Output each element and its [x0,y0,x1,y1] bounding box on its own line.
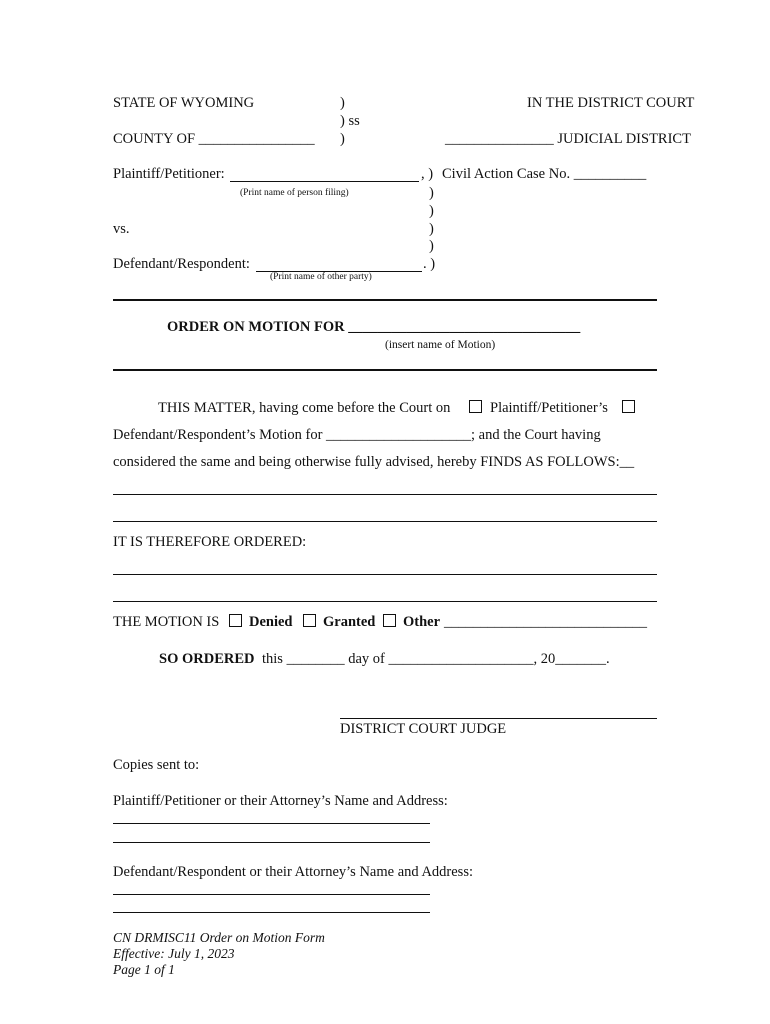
order-line[interactable] [113,601,657,602]
caption-paren: ) [429,221,434,237]
caption-paren: ) [429,203,434,219]
divider [113,299,657,301]
defendant-address-line[interactable] [113,912,430,913]
judge-label: DISTRICT COURT JUDGE [340,721,507,737]
caption-paren: ) [429,185,434,201]
plaintiff-label: Plaintiff/Petitioner: [113,166,225,182]
date-fields[interactable]: this ________ day of ____________________, 20_______. [262,651,610,667]
caption-paren: , ) [421,166,434,182]
body-line-1: THIS MATTER, having come before the Court on [158,400,451,416]
insert-motion-hint: (insert name of Motion) [385,339,496,351]
granted-checkbox[interactable] [303,614,316,627]
judicial-district-field[interactable]: _______________ JUDICIAL DISTRICT [445,131,691,147]
state-label: STATE OF WYOMING [113,95,255,111]
plaintiff-checkbox-label: Plaintiff/Petitioner’s [490,400,608,416]
court-label: IN THE DISTRICT COURT [527,95,695,111]
plaintiff-address-line[interactable] [113,823,430,824]
motion-is-label: THE MOTION IS [113,614,220,630]
other-checkbox[interactable] [383,614,396,627]
copies-label: Copies sent to: [113,757,200,773]
other-field[interactable]: ____________________________ [444,614,647,630]
caption-paren: . ) [423,256,436,272]
print-name-other-hint: (Print name of other party) [270,272,372,282]
print-name-filing-hint: (Print name of person filing) [240,188,349,198]
county-field[interactable]: COUNTY OF ________________ [113,131,315,147]
findings-intro[interactable]: considered the same and being otherwise fully advised, hereby FINDS AS FOLLOWS:__ [113,454,635,470]
plaintiff-name-line[interactable] [230,181,419,182]
caption-paren: ) [340,131,345,147]
so-ordered-label: SO ORDERED [159,651,255,667]
other-label: Other [403,614,441,630]
plaintiff-checkbox[interactable] [469,400,482,413]
order-title[interactable]: ORDER ON MOTION FOR ________________________________ [167,319,581,335]
judge-signature-line[interactable] [340,718,657,719]
divider [113,369,657,371]
defendant-address-line[interactable] [113,894,430,895]
caption-paren: ) [429,238,434,254]
denied-label: Denied [249,614,293,630]
caption-paren: ) [340,95,345,111]
defendant-label: Defendant/Respondent: [113,256,250,272]
vs-label: vs. [113,221,130,237]
findings-line[interactable] [113,521,657,522]
plaintiff-address-line[interactable] [113,842,430,843]
plaintiff-address-label: Plaintiff/Petitioner or their Attorney’s Name and Address: [113,793,448,809]
granted-label: Granted [323,614,376,630]
effective-date: Effective: July 1, 2023 [113,946,235,961]
motion-name-field[interactable]: Defendant/Respondent’s Motion for ____________________; and the Court having [113,427,601,443]
ordered-heading: IT IS THEREFORE ORDERED: [113,534,307,550]
defendant-checkbox[interactable] [622,400,635,413]
ss-label: ) ss [340,113,360,129]
page-number: Page 1 of 1 [113,962,175,977]
findings-line[interactable] [113,494,657,495]
denied-checkbox[interactable] [229,614,242,627]
defendant-address-label: Defendant/Respondent or their Attorney’s Name and Address: [113,864,474,880]
case-number-field[interactable]: Civil Action Case No. __________ [442,166,647,182]
form-id: CN DRMISC11 Order on Motion Form [113,930,325,945]
order-line[interactable] [113,574,657,575]
